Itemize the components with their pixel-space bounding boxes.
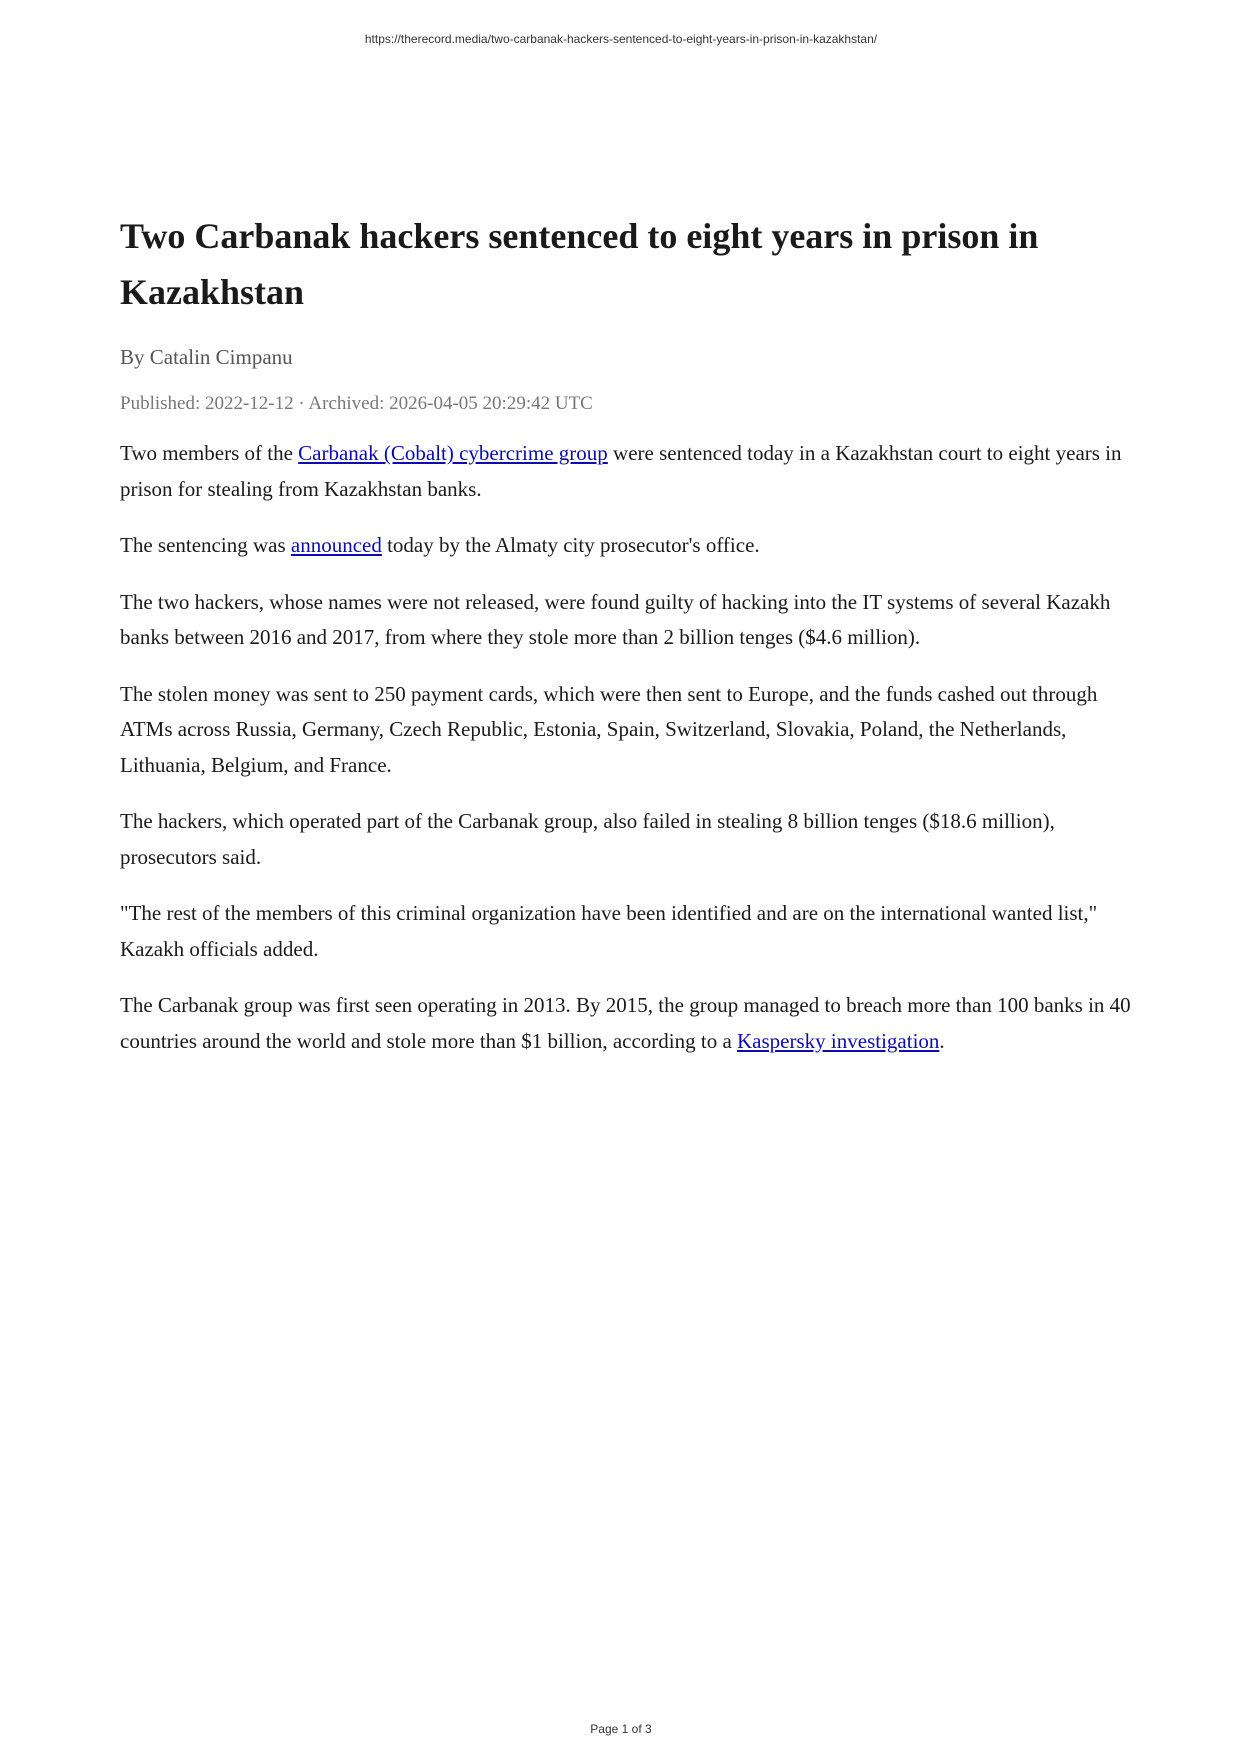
paragraph-text: were sentenced today in a Kazakhstan court to eight years in prison for stealing from Kazakhstan banks.	[120, 441, 1122, 501]
page-url: https://therecord.media/two-carbanak-hackers-sentenced-to-eight-years-in-prison-in-kazakhstan/	[364, 32, 878, 46]
paragraph-text: Two members of the	[120, 441, 299, 465]
announced-link[interactable]: announced	[290, 533, 382, 557]
paragraph-3: The two hackers, whose names were not released, were found guilty of hacking into the IT systems of several Kazakh banks between 2016 and 2017, from where they stole more than 2 billion tenges ($4.6 million).	[120, 589, 1111, 649]
article-title: Two Carbanak hackers sentenced to eight years in prison in Kazakhstan	[120, 216, 1039, 312]
paragraph-text: The Carbanak group was first seen operating in 2013. By 2015, the group managed to breach more than 100 banks in 40 countries around the world and stole more than $1 billion, according to a	[120, 993, 1131, 1053]
kaspersky-investigation-link[interactable]: Kaspersky investigation	[737, 1028, 940, 1053]
page-number: Page 1 of 3	[590, 1722, 652, 1736]
article	[120, 208, 1140, 1080]
paragraph-6: "The rest of the members of this criminal organization have been identified and are on the international wanted list," Kazakh officials added.	[120, 901, 1098, 961]
paragraph-7	[120, 988, 1140, 1059]
carbanak-group-link[interactable]: Carbanak (Cobalt) cybercrime group	[298, 441, 608, 465]
paragraph-1	[120, 436, 1140, 507]
publish-meta: Published: 2022-12-12 · Archived: 2026-04-05 20:29:42 UTC	[120, 393, 593, 414]
paragraph-5: The hackers, which operated part of the Carbanak group, also failed in stealing 8 billion tenges ($18.6 million), prosecutors said.	[120, 809, 1055, 869]
paragraph-text: .	[939, 1028, 945, 1053]
paragraph-2	[120, 528, 1140, 564]
paragraph-text: The sentencing was	[120, 533, 291, 557]
paragraph-4: The stolen money was sent to 250 payment cards, which were then sent to Europe, and the funds cashed out through ATMs across Russia, Germany, Czech Republic, Estonia, Spain, Switzerland, Slovakia, Poland, the Netherlands, Lithuania, Belgium, and France.	[120, 681, 1098, 777]
paragraph-text: today by the Almaty city prosecutor's office.	[381, 533, 760, 557]
byline: By Catalin Cimpanu	[120, 345, 293, 369]
